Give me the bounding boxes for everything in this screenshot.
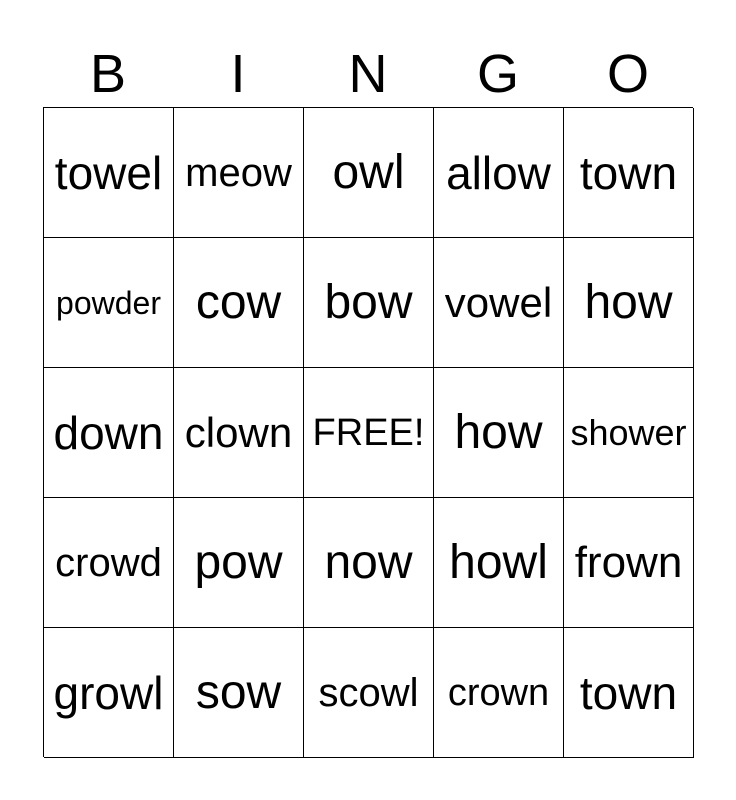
bingo-header bbox=[43, 42, 693, 106]
header-letter-g: G bbox=[476, 44, 519, 104]
bingo-cell[interactable]: pow bbox=[174, 498, 304, 628]
bingo-cell[interactable]: frown bbox=[564, 498, 694, 628]
bingo-cell[interactable]: meow bbox=[174, 108, 304, 238]
bingo-cell[interactable]: now bbox=[304, 498, 434, 628]
bingo-cell[interactable]: powder bbox=[44, 238, 174, 368]
bingo-cell[interactable]: cow bbox=[174, 238, 304, 368]
bingo-cell[interactable]: howl bbox=[434, 498, 564, 628]
header-letter-b: B bbox=[89, 44, 127, 104]
bingo-cell[interactable]: scowl bbox=[304, 628, 434, 758]
bingo-cell[interactable]: crown bbox=[434, 628, 564, 758]
bingo-cell[interactable]: sow bbox=[174, 628, 304, 758]
bingo-cell[interactable]: how bbox=[564, 238, 694, 368]
bingo-cell[interactable]: clown bbox=[174, 368, 304, 498]
bingo-cell[interactable]: crowd bbox=[44, 498, 174, 628]
bingo-cell[interactable]: shower bbox=[564, 368, 694, 498]
header-letter-n: N bbox=[348, 44, 388, 104]
bingo-board bbox=[43, 107, 693, 757]
bingo-cell[interactable]: allow bbox=[434, 108, 564, 238]
header-letter-i: I bbox=[230, 44, 246, 104]
bingo-cell[interactable]: vowel bbox=[434, 238, 564, 368]
bingo-cell[interactable]: town bbox=[564, 628, 694, 758]
bingo-cell[interactable]: how bbox=[434, 368, 564, 498]
bingo-cell[interactable]: owl bbox=[304, 108, 434, 238]
bingo-cell[interactable]: towel bbox=[44, 108, 174, 238]
header-letter-o: O bbox=[606, 44, 649, 104]
bingo-cell[interactable]: town bbox=[564, 108, 694, 238]
bingo-cell[interactable]: growl bbox=[44, 628, 174, 758]
bingo-cell[interactable]: down bbox=[44, 368, 174, 498]
bingo-cell[interactable]: bow bbox=[304, 238, 434, 368]
free-space-cell[interactable]: FREE! bbox=[304, 368, 434, 498]
